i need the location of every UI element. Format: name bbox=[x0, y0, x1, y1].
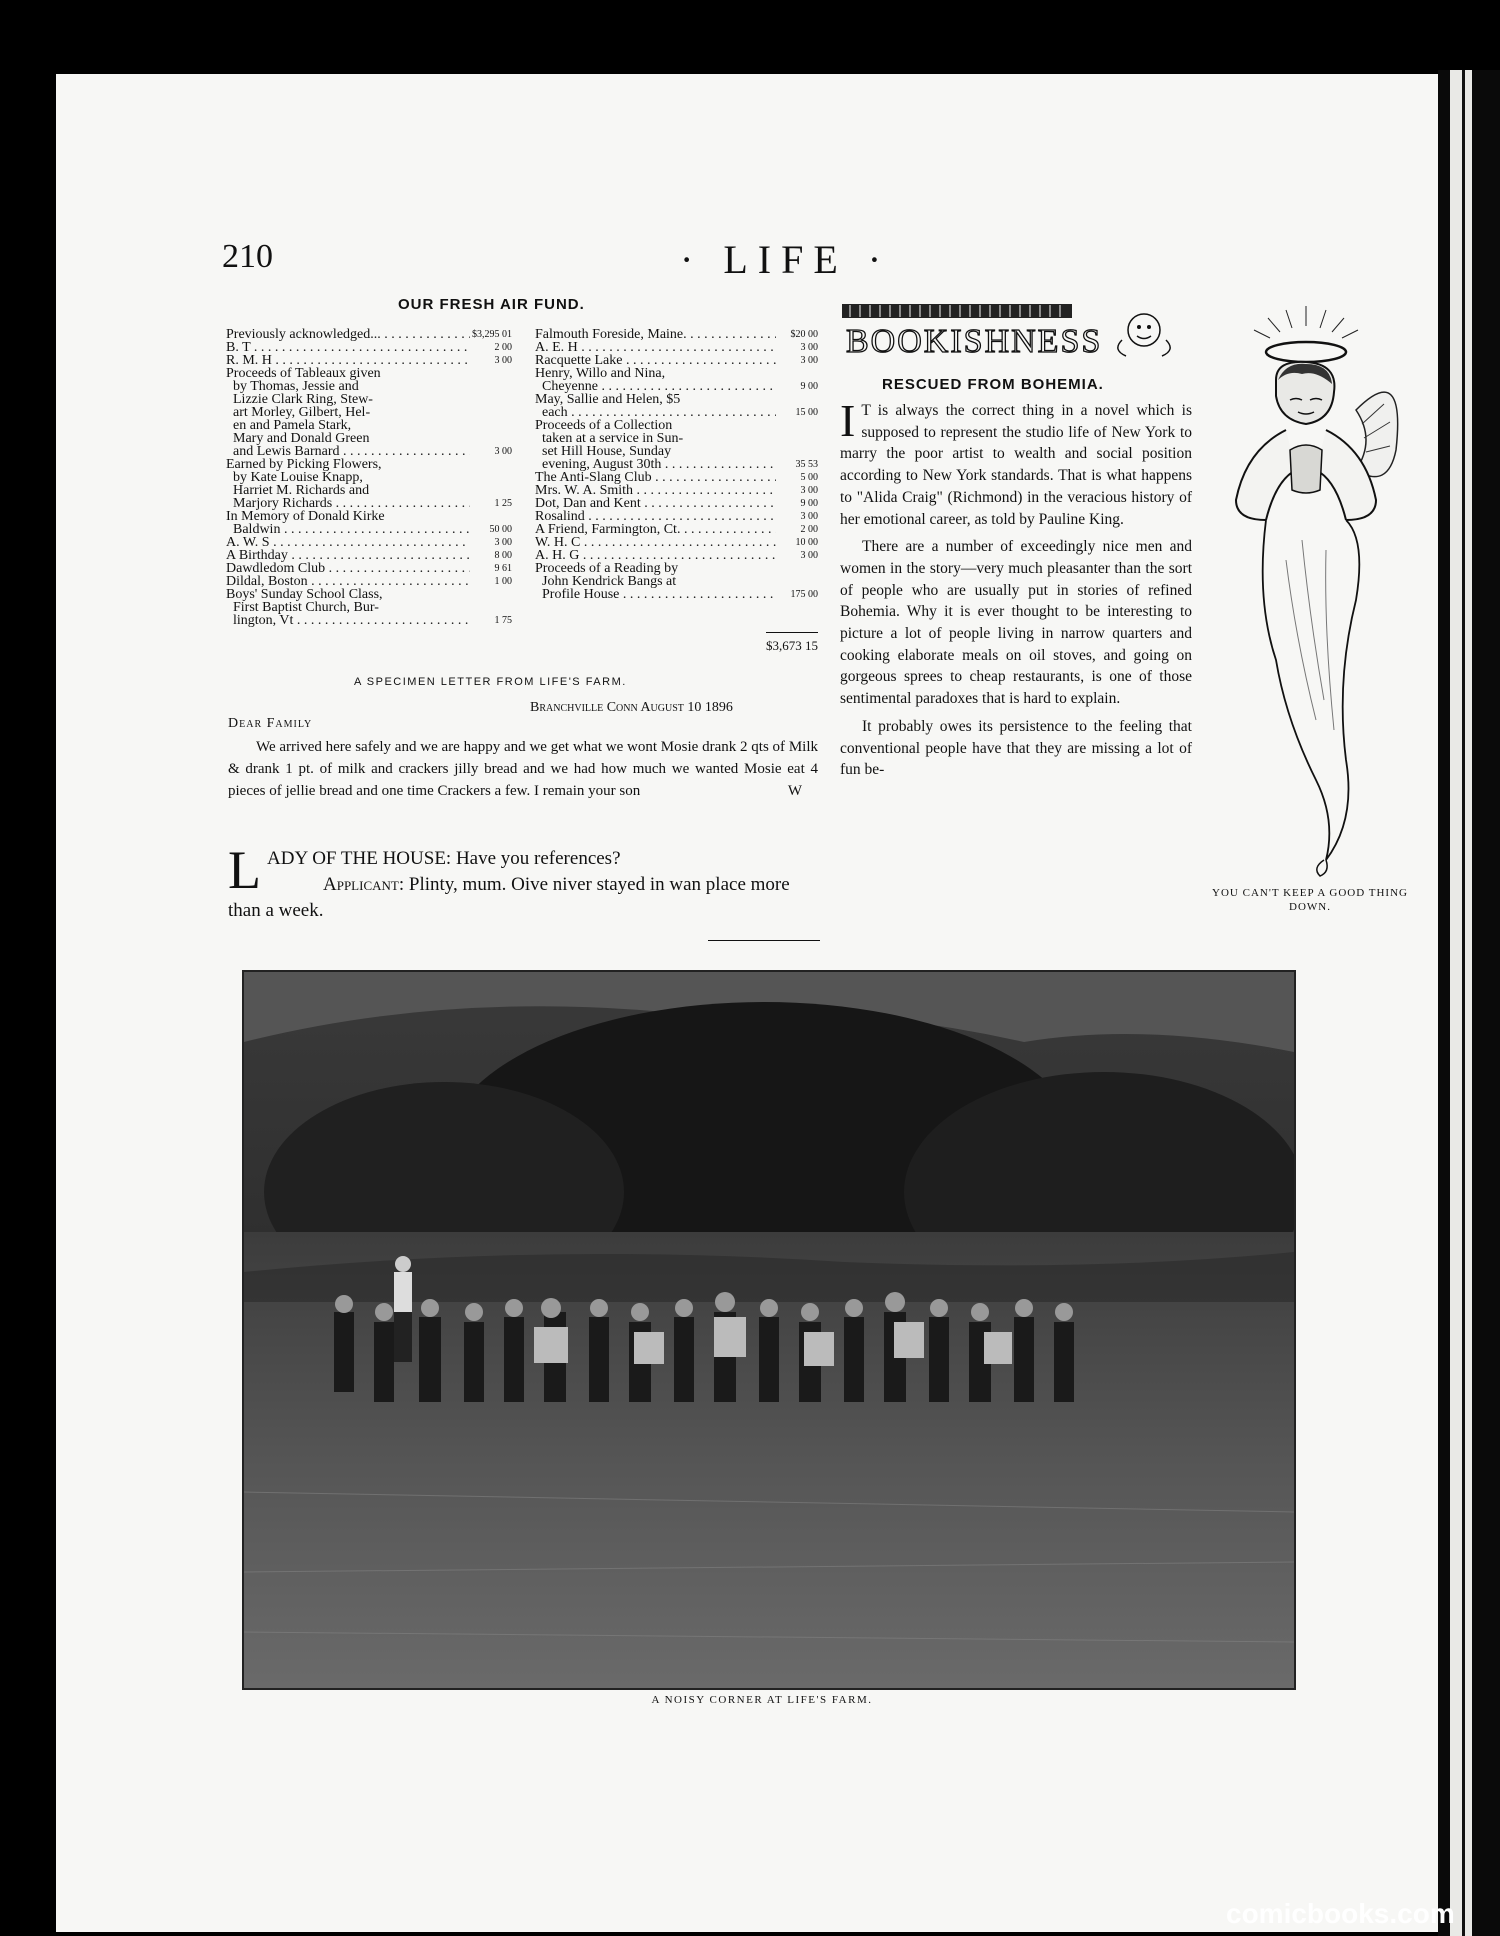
joke bbox=[228, 840, 820, 924]
ledger-entry-name: taken at a service in Sun- bbox=[535, 432, 684, 445]
angel-illustration bbox=[1206, 300, 1406, 880]
ledger-entry-amount: 50 00 bbox=[489, 524, 512, 535]
ledger-entry-name: Lizzie Clark Ring, Stew- bbox=[226, 393, 373, 406]
ledger-entry-amount: 1 75 bbox=[494, 615, 512, 626]
ledger-entry-name: Boys' Sunday School Class, bbox=[226, 588, 383, 601]
ledger-row bbox=[226, 536, 512, 549]
ledger-row bbox=[226, 328, 512, 341]
ledger-row bbox=[226, 562, 512, 575]
ledger-entry-name: Rosalind . . . bbox=[535, 510, 776, 523]
ledger-row bbox=[226, 458, 512, 471]
ledger-entry-amount: 15 00 bbox=[795, 407, 818, 418]
ledger-row bbox=[226, 588, 512, 601]
ledger-entry-amount: 3 00 bbox=[494, 446, 512, 457]
ledger-entry-name: set Hill House, Sunday bbox=[535, 445, 672, 458]
letter-body bbox=[228, 736, 818, 802]
ledger-entry-name: R. M. H . . . bbox=[226, 354, 470, 367]
ledger-row bbox=[226, 393, 512, 406]
ledger-entry-amount: 9 61 bbox=[494, 563, 512, 574]
ledger-row bbox=[535, 510, 818, 523]
photo-caption: A NOISY CORNER AT LIFE'S FARM. bbox=[651, 1694, 873, 1706]
bookishness-text: BOOKISHNESS bbox=[846, 323, 1103, 360]
review-para-3: It probably owes its persistence to the feeling that conventional people have that they are missing a lot of fun be- bbox=[840, 717, 1192, 779]
section-rule bbox=[708, 940, 820, 941]
ledger-row bbox=[226, 380, 512, 393]
ledger-entry-amount: 35 53 bbox=[795, 459, 818, 470]
ledger-row bbox=[535, 549, 818, 562]
ledger-row bbox=[226, 549, 512, 562]
ledger-entry-amount: 3 00 bbox=[800, 550, 818, 561]
ledger-row bbox=[535, 575, 818, 588]
ledger-row bbox=[535, 419, 818, 432]
review-drop-cap: I bbox=[840, 395, 856, 446]
ledger-entry-name: A. H. G . . . bbox=[535, 549, 776, 562]
bookishness-banner bbox=[840, 300, 1180, 362]
ledger-entry-name: May, Sallie and Helen, $5 bbox=[535, 393, 681, 406]
ledger-entry-amount: 10 00 bbox=[795, 537, 818, 548]
farm-photograph bbox=[242, 970, 1296, 1690]
ledger-entry-name: In Memory of Donald Kirke bbox=[226, 510, 385, 523]
letter-salutation: Dear Family bbox=[228, 716, 313, 731]
ledger-row bbox=[535, 380, 818, 393]
ledger-row bbox=[226, 471, 512, 484]
ledger-row bbox=[535, 341, 818, 354]
ledger-entry-name: A. W. S . . . bbox=[226, 536, 470, 549]
ledger-entry-amount: 2 00 bbox=[800, 524, 818, 535]
ledger-entry-amount: 3 00 bbox=[800, 511, 818, 522]
ledger-row bbox=[535, 523, 818, 536]
angel-caption: YOU CAN'T KEEP A GOOD THING DOWN. bbox=[1212, 887, 1408, 913]
ledger-row bbox=[226, 419, 512, 432]
ledger-row bbox=[535, 328, 818, 341]
joke-line-1: ADY OF THE HOUSE: Have you references? bbox=[267, 848, 621, 869]
ledger-row bbox=[226, 367, 512, 380]
ledger-entry-name: Mary and Donald Green bbox=[226, 432, 370, 445]
fund-ledger-left bbox=[226, 328, 512, 627]
joke-drop-cap: L bbox=[228, 840, 261, 900]
ledger-entry-amount: 3 00 bbox=[800, 342, 818, 353]
ledger-entry-name: by Thomas, Jessie and bbox=[226, 380, 359, 393]
ledger-row bbox=[226, 354, 512, 367]
ledger-entry-name: Racquette Lake . . . bbox=[535, 354, 776, 367]
ledger-entry-amount: 3 00 bbox=[800, 485, 818, 496]
ledger-row bbox=[535, 406, 818, 419]
ledger-entry-amount: 1 25 bbox=[494, 498, 512, 509]
ledger-entry-name: A Birthday . . . bbox=[226, 549, 470, 562]
ledger-row bbox=[535, 367, 818, 380]
joke-line-2: Plinty, mum. Oive niver stayed in wan place more than a week. bbox=[228, 874, 790, 921]
letter-text: We arrived here safely and we are happy and we get what we wont Mosie drank 2 qts of Milk & drank 1 pt. of milk and crackers jilly bread and we had how much we wanted Mosie eat 4 pieces of jellie bread and one time Crackers a few. I remain your son bbox=[228, 739, 818, 799]
ledger-entry-name: Dildal, Boston . . . bbox=[226, 575, 470, 588]
ledger-row bbox=[226, 510, 512, 523]
ledger-row bbox=[226, 341, 512, 354]
ledger-entry-amount: 3 00 bbox=[494, 537, 512, 548]
ledger-entry-name: each . . . bbox=[535, 406, 776, 419]
review-text bbox=[840, 395, 1192, 787]
ledger-entry-name: Mrs. W. A. Smith . . . bbox=[535, 484, 776, 497]
ledger-entry-amount: $20 00 bbox=[790, 329, 818, 340]
ledger-entry-name: A Friend, Farmington, Ct. . . . bbox=[535, 523, 776, 536]
ledger-entry-amount: 175 00 bbox=[790, 589, 818, 600]
ledger-entry-amount: 9 00 bbox=[800, 381, 818, 392]
ledger-entry-amount: 1 00 bbox=[494, 576, 512, 587]
ledger-entry-name: First Baptist Church, Bur- bbox=[226, 601, 379, 614]
facing-page-edge bbox=[1438, 70, 1500, 1936]
ledger-row bbox=[226, 601, 512, 614]
ledger-entry-name: Falmouth Foreside, Maine. . . . bbox=[535, 328, 776, 341]
page-number: 210 bbox=[222, 238, 273, 275]
ledger-row bbox=[535, 562, 818, 575]
ledger-row bbox=[226, 406, 512, 419]
ledger-row bbox=[535, 432, 818, 445]
ledger-entry-name: A. E. H . . . bbox=[535, 341, 776, 354]
ledger-entry-name: Proceeds of a Collection bbox=[535, 419, 673, 432]
ledger-entry-name: Marjory Richards . . . bbox=[226, 497, 470, 510]
ledger-entry-amount: 2 00 bbox=[494, 342, 512, 353]
ledger-row bbox=[535, 497, 818, 510]
joke-speaker: Applicant: bbox=[323, 874, 405, 895]
ledger-entry-amount: $3,295 01 bbox=[472, 329, 512, 340]
ledger-entry-name: Henry, Willo and Nina, bbox=[535, 367, 666, 380]
ledger-row bbox=[226, 445, 512, 458]
ledger-row bbox=[535, 588, 818, 601]
review-para-2: There are a number of exceedingly nice men and women in the story—very much pleasanter than the sort of people who are usually put in stories of refined Bohemia. Why it is ever thought to be interesting to picture a lot of people living in narrow quarters and cooking elaborate meals on oil stoves, and going on gorgeous sprees to cheap restaurants, is one of those sentimental paradoxes that is hard to explain. bbox=[840, 538, 1192, 708]
ledger-row bbox=[535, 484, 818, 497]
letter-signature: W bbox=[787, 783, 802, 799]
ledger-entry-name: Dawdledom Club . . . bbox=[226, 562, 470, 575]
total-rule bbox=[766, 632, 818, 633]
ledger-entry-amount: 3 00 bbox=[494, 355, 512, 366]
ledger-entry-name: and Lewis Barnard . . . bbox=[226, 445, 470, 458]
ledger-entry-name: Dot, Dan and Kent . . . bbox=[535, 497, 776, 510]
ledger-entry-amount: 8 00 bbox=[494, 550, 512, 561]
ledger-row bbox=[535, 445, 818, 458]
review-para-1: T is always the correct thing in a novel which is supposed to represent the studio life of New York to marry the poor artist to wealth and social position according to New York standards. That is what happens to "Alida Craig" (Richmond) in the veracious history of her emotional career, as told by Pauline King. bbox=[840, 402, 1192, 528]
ledger-row bbox=[535, 354, 818, 367]
ledger-row bbox=[535, 458, 818, 471]
ledger-row bbox=[226, 523, 512, 536]
ledger-entry-name: John Kendrick Bangs at bbox=[535, 575, 677, 588]
ledger-entry-name: Proceeds of Tableaux given bbox=[226, 367, 381, 380]
ledger-row bbox=[535, 393, 818, 406]
ledger-row bbox=[226, 575, 512, 588]
ledger-entry-name: Earned by Picking Flowers, bbox=[226, 458, 382, 471]
ledger-row bbox=[535, 471, 818, 484]
letter-dateline: Branchville Conn August 10 1896 bbox=[530, 700, 733, 715]
ledger-entry-name: The Anti-Slang Club . . . bbox=[535, 471, 776, 484]
ledger-row bbox=[226, 497, 512, 510]
watermark: comicbooks.com bbox=[1226, 1898, 1455, 1929]
fund-total: $3,673 15 bbox=[766, 638, 818, 653]
ledger-entry-name: evening, August 30th . . . bbox=[535, 458, 776, 471]
ledger-entry-name: Cheyenne . . . bbox=[535, 380, 776, 393]
ledger-row bbox=[535, 536, 818, 549]
fund-title: OUR FRESH AIR FUND. bbox=[398, 296, 585, 313]
ledger-entry-name: Previously acknowledged... . . . bbox=[226, 328, 470, 341]
ledger-entry-amount: 3 00 bbox=[800, 355, 818, 366]
ledger-entry-name: Profile House . . . bbox=[535, 588, 776, 601]
ledger-row bbox=[226, 484, 512, 497]
specimen-heading: A SPECIMEN LETTER FROM LIFE'S FARM. bbox=[354, 676, 627, 688]
ledger-entry-name: art Morley, Gilbert, Hel- bbox=[226, 406, 371, 419]
ledger-entry-name: lington, Vt . . . bbox=[226, 614, 470, 627]
ledger-entry-name: by Kate Louise Knapp, bbox=[226, 471, 363, 484]
ledger-entry-name: Proceeds of a Reading by bbox=[535, 562, 679, 575]
ledger-row bbox=[226, 614, 512, 627]
ledger-entry-name: Baldwin . . . bbox=[226, 523, 470, 536]
ledger-entry-amount: 5 00 bbox=[800, 472, 818, 483]
ledger-entry-name: W. H. C . . . bbox=[535, 536, 776, 549]
ledger-entry-name: en and Pamela Stark, bbox=[226, 419, 352, 432]
ledger-entry-name: B. T . . . bbox=[226, 341, 470, 354]
ledger-entry-amount: 9 00 bbox=[800, 498, 818, 509]
ledger-row bbox=[226, 432, 512, 445]
ledger-entry-name: Harriet M. Richards and bbox=[226, 484, 370, 497]
review-title: RESCUED FROM BOHEMIA. bbox=[882, 376, 1104, 393]
masthead: · LIFE · bbox=[680, 237, 892, 282]
fund-ledger-right bbox=[535, 328, 818, 601]
